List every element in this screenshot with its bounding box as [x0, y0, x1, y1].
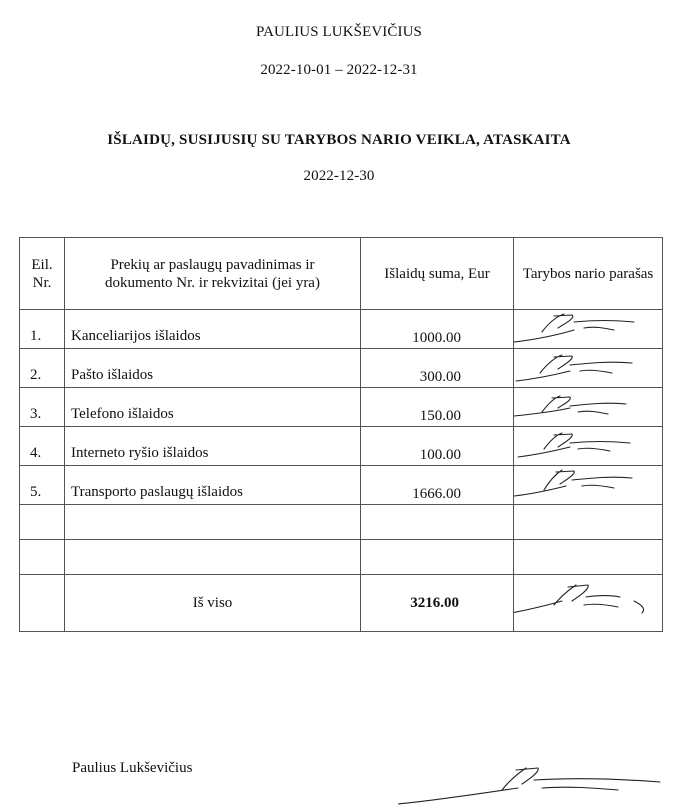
- signature-cell: [514, 388, 663, 427]
- row-name: Telefono išlaidos: [65, 388, 361, 427]
- table-row: [20, 388, 663, 427]
- total-label: Iš viso: [65, 575, 361, 632]
- row-nr: 3.: [20, 388, 65, 427]
- expense-table: [19, 237, 663, 632]
- signature-cell: [514, 575, 663, 632]
- signature-mark: [514, 310, 663, 345]
- author-name: PAULIUS LUKŠEVIČIUS: [256, 24, 422, 40]
- signature-cell: [514, 310, 663, 349]
- header-name: Prekių ar paslaugų pavadinimas ir dokumento Nr. ir rekvizitai (jei yra): [65, 238, 361, 310]
- report-period: 2022-10-01 – 2022-12-31: [260, 62, 418, 78]
- table-row: [20, 427, 663, 466]
- table-row: [20, 349, 663, 388]
- row-name: Pašto išlaidos: [65, 349, 361, 388]
- total-row: [20, 575, 663, 632]
- signature-mark: [514, 466, 663, 501]
- signature-mark: [514, 349, 663, 384]
- header-amount: Išlaidų suma, Eur: [361, 238, 514, 310]
- table-header-row: [20, 238, 663, 310]
- row-amount: 300.00: [361, 349, 514, 388]
- row-amount: 150.00: [361, 388, 514, 427]
- row-name: Transporto paslaugų išlaidos: [65, 466, 361, 505]
- report-title: IŠLAIDŲ, SUSIJUSIŲ SU TARYBOS NARIO VEIKLA, ATASKAITA: [107, 132, 571, 148]
- table-row-empty: [20, 540, 663, 575]
- handwritten-signature: [398, 760, 668, 806]
- row-nr: 1.: [20, 310, 65, 349]
- table-row: [20, 310, 663, 349]
- row-amount: 100.00: [361, 427, 514, 466]
- signature-mark: [514, 427, 663, 462]
- signature-cell: [514, 349, 663, 388]
- row-name: Interneto ryšio išlaidos: [65, 427, 361, 466]
- signature-mark: [514, 388, 663, 423]
- row-nr: 4.: [20, 427, 65, 466]
- row-name: Kanceliarijos išlaidos: [65, 310, 361, 349]
- header-nr: Eil. Nr.: [20, 238, 65, 310]
- row-nr: 2.: [20, 349, 65, 388]
- report-date: 2022-12-30: [303, 168, 375, 184]
- signature-mark: [514, 575, 663, 631]
- signature-cell: [514, 427, 663, 466]
- table-row-empty: [20, 505, 663, 540]
- signer-name: Paulius Lukševičius: [72, 760, 193, 776]
- signature-cell: [514, 466, 663, 505]
- row-amount: 1666.00: [361, 466, 514, 505]
- header-signature: Tarybos nario parašas: [514, 238, 663, 310]
- table-row: [20, 466, 663, 505]
- row-nr: 5.: [20, 466, 65, 505]
- total-amount: 3216.00: [361, 575, 514, 632]
- row-amount: 1000.00: [361, 310, 514, 349]
